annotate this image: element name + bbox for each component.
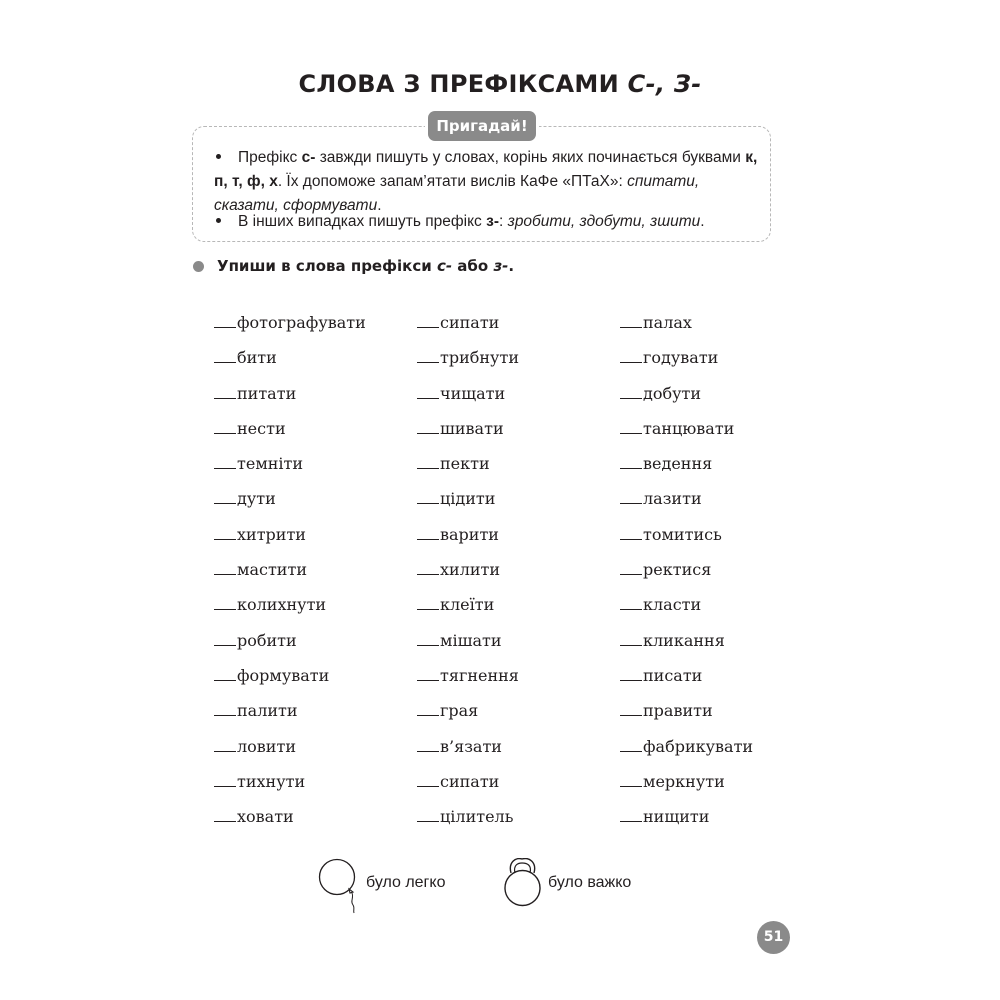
rating-easy[interactable] [318,858,366,923]
word-item [417,487,519,522]
page-title [0,70,1000,98]
word-stem: фабрикувати [643,736,754,756]
word-stem: тихнути [237,771,306,791]
bullet-icon [216,218,221,223]
prefix-blank[interactable] [417,629,439,646]
word-item [417,417,519,452]
word-item [417,805,519,840]
word-stem: мастити [237,560,307,580]
task-prefix: с- [436,257,453,275]
word-stem: нищити [643,807,710,827]
word-stem: нести [237,418,286,438]
word-stem: сипати [440,771,500,791]
prefix-blank[interactable] [417,699,439,716]
prefix-blank[interactable] [417,735,439,752]
prefix-blank[interactable] [417,311,439,328]
word-stem: кликання [643,630,725,650]
task-bullet-icon [193,261,204,272]
word-item [214,452,366,487]
word-item [620,629,753,664]
word-stem: клеїти [440,595,495,615]
word-stem: лазити [643,489,702,509]
prefix-blank[interactable] [620,735,642,752]
word-stem: ловити [237,736,296,756]
rule-prefix: с- [301,149,316,166]
word-item [417,699,519,734]
word-stem: ховати [237,807,294,827]
prefix-blank[interactable] [214,805,236,822]
word-stem: класти [643,595,702,615]
prefix-blank[interactable] [620,487,642,504]
rule-text: Префікс [238,149,302,166]
word-stem: томитись [643,524,722,544]
prefix-blank[interactable] [417,523,439,540]
word-item [214,593,366,628]
prefix-blank[interactable] [214,593,236,610]
word-item [214,699,366,734]
prefix-blank[interactable] [417,558,439,575]
prefix-blank[interactable] [620,699,642,716]
word-stem: темніти [237,454,304,474]
prefix-blank[interactable] [620,311,642,328]
rule-text: . [377,197,382,214]
word-item [620,593,753,628]
prefix-blank[interactable] [417,487,439,504]
word-stem: в’язати [440,736,502,756]
balloon-icon [318,858,366,918]
word-item [417,735,519,770]
prefix-blank[interactable] [417,770,439,787]
word-stem: формувати [237,665,330,685]
word-stem: фотографувати [237,313,366,332]
prefix-blank[interactable] [214,452,236,469]
prefix-blank[interactable] [214,346,236,363]
prefix-blank[interactable] [620,593,642,610]
word-item [620,523,753,558]
word-stem: дути [237,489,276,509]
word-item [214,382,366,417]
prefix-blank[interactable] [620,805,642,822]
prefix-blank[interactable] [620,382,642,399]
word-item [417,382,519,417]
rule-prefix: з- [486,213,499,230]
task-text: Упиши в слова префікси [217,257,437,275]
word-item [214,346,366,381]
rule-text: . [700,213,705,230]
word-stem: добути [643,383,702,403]
word-stem: палах [643,313,692,332]
word-item [214,487,366,522]
word-stem: ректися [643,560,712,580]
word-stem: грая [440,701,479,721]
word-item [417,558,519,593]
prefix-blank[interactable] [214,417,236,434]
word-item [620,382,753,417]
task-instruction [217,257,514,275]
prefix-blank[interactable] [417,346,439,363]
word-stem: ведення [643,454,713,474]
word-item [417,346,519,381]
rule-text: : [498,213,508,230]
rule-text: В інших випадках пишуть префікс [238,213,487,230]
word-item [620,487,753,522]
word-item [214,770,366,805]
word-item [620,452,753,487]
word-stem: чищати [440,383,506,403]
rule-examples: зробити, здобути, зшити [507,213,701,230]
word-stem: годувати [643,348,719,368]
word-stem: тягнення [440,665,519,685]
word-stem: танцювати [643,418,735,438]
word-stem: писати [643,665,703,685]
prefix-blank[interactable] [620,452,642,469]
word-stem: бити [237,348,277,368]
word-stem: питати [237,383,297,403]
word-column-1 [214,311,366,840]
task-prefix: з- [493,257,509,275]
word-item [214,311,366,346]
prefix-blank[interactable] [214,629,236,646]
kettlebell-icon [500,858,546,908]
prefix-blank[interactable] [620,346,642,363]
prefix-blank[interactable] [620,770,642,787]
prefix-blank[interactable] [214,735,236,752]
word-item [417,593,519,628]
rating-easy-label: було легко [366,874,446,891]
rating-hard-label: було важко [548,874,632,891]
word-stem: цідити [440,489,496,509]
prefix-blank[interactable] [620,417,642,434]
word-item [417,311,519,346]
prefix-blank[interactable] [620,629,642,646]
word-item [620,770,753,805]
bullet-icon [216,154,221,159]
task-text: . [508,257,515,275]
word-item [417,770,519,805]
word-item [214,735,366,770]
rule-text: . Їх допоможе запам’ятати вислів КаФе «ПТаХ»: [277,173,628,190]
word-stem: трибнути [440,348,519,368]
prefix-blank[interactable] [417,417,439,434]
word-item [620,699,753,734]
word-column-3 [620,311,753,840]
word-item [620,664,753,699]
word-stem: цілитель [440,807,514,827]
word-stem: робити [237,630,297,650]
word-stem: варити [440,524,499,544]
rule-examples: спитати, сказати, сформувати [214,173,700,214]
prefix-blank[interactable] [417,805,439,822]
word-item [214,805,366,840]
word-item [214,664,366,699]
word-item [214,629,366,664]
prefix-blank[interactable] [214,558,236,575]
word-stem: хитрити [237,524,306,544]
prefix-blank[interactable] [214,523,236,540]
rule-text: завжди пишуть у словах, корінь яких починається буквами [315,149,746,166]
prefix-blank[interactable] [417,382,439,399]
rating-hard[interactable] [500,858,546,913]
word-stem: правити [643,701,713,721]
word-item [417,523,519,558]
word-item [620,346,753,381]
prefix-blank[interactable] [214,311,236,328]
word-item [620,805,753,840]
task-text: або [452,257,494,275]
word-item [417,452,519,487]
title-prefixes: С-, З- [627,70,702,98]
word-stem: шивати [440,418,504,438]
prefix-blank[interactable] [214,664,236,681]
prefix-blank[interactable] [417,593,439,610]
prefix-blank[interactable] [620,523,642,540]
page-number-badge: 51 [757,921,790,954]
word-column-2 [417,311,519,840]
rule-2 [214,210,759,234]
word-item [214,558,366,593]
word-item [620,735,753,770]
prefix-blank[interactable] [620,664,642,681]
reminder-badge: Пригадай! [428,111,536,141]
prefix-blank[interactable] [417,452,439,469]
word-item [620,417,753,452]
word-stem: колихнути [237,595,327,615]
word-item [214,523,366,558]
word-item [620,311,753,346]
word-stem: сипати [440,313,500,332]
prefix-blank[interactable] [214,382,236,399]
prefix-blank[interactable] [214,487,236,504]
word-stem: меркнути [643,771,725,791]
prefix-blank[interactable] [214,699,236,716]
word-stem: мішати [440,630,502,650]
rule-letters: к, п, т, ф, х [214,149,758,190]
word-item [214,417,366,452]
word-item [417,664,519,699]
word-stem: пекти [440,454,490,474]
rule-1 [214,146,759,218]
prefix-blank[interactable] [620,558,642,575]
prefix-blank[interactable] [417,664,439,681]
word-stem: хилити [440,560,501,580]
title-text: СЛОВА З ПРЕФІКСАМИ [298,70,628,98]
prefix-blank[interactable] [214,770,236,787]
word-item [417,629,519,664]
word-stem: палити [237,701,298,721]
word-item [620,558,753,593]
